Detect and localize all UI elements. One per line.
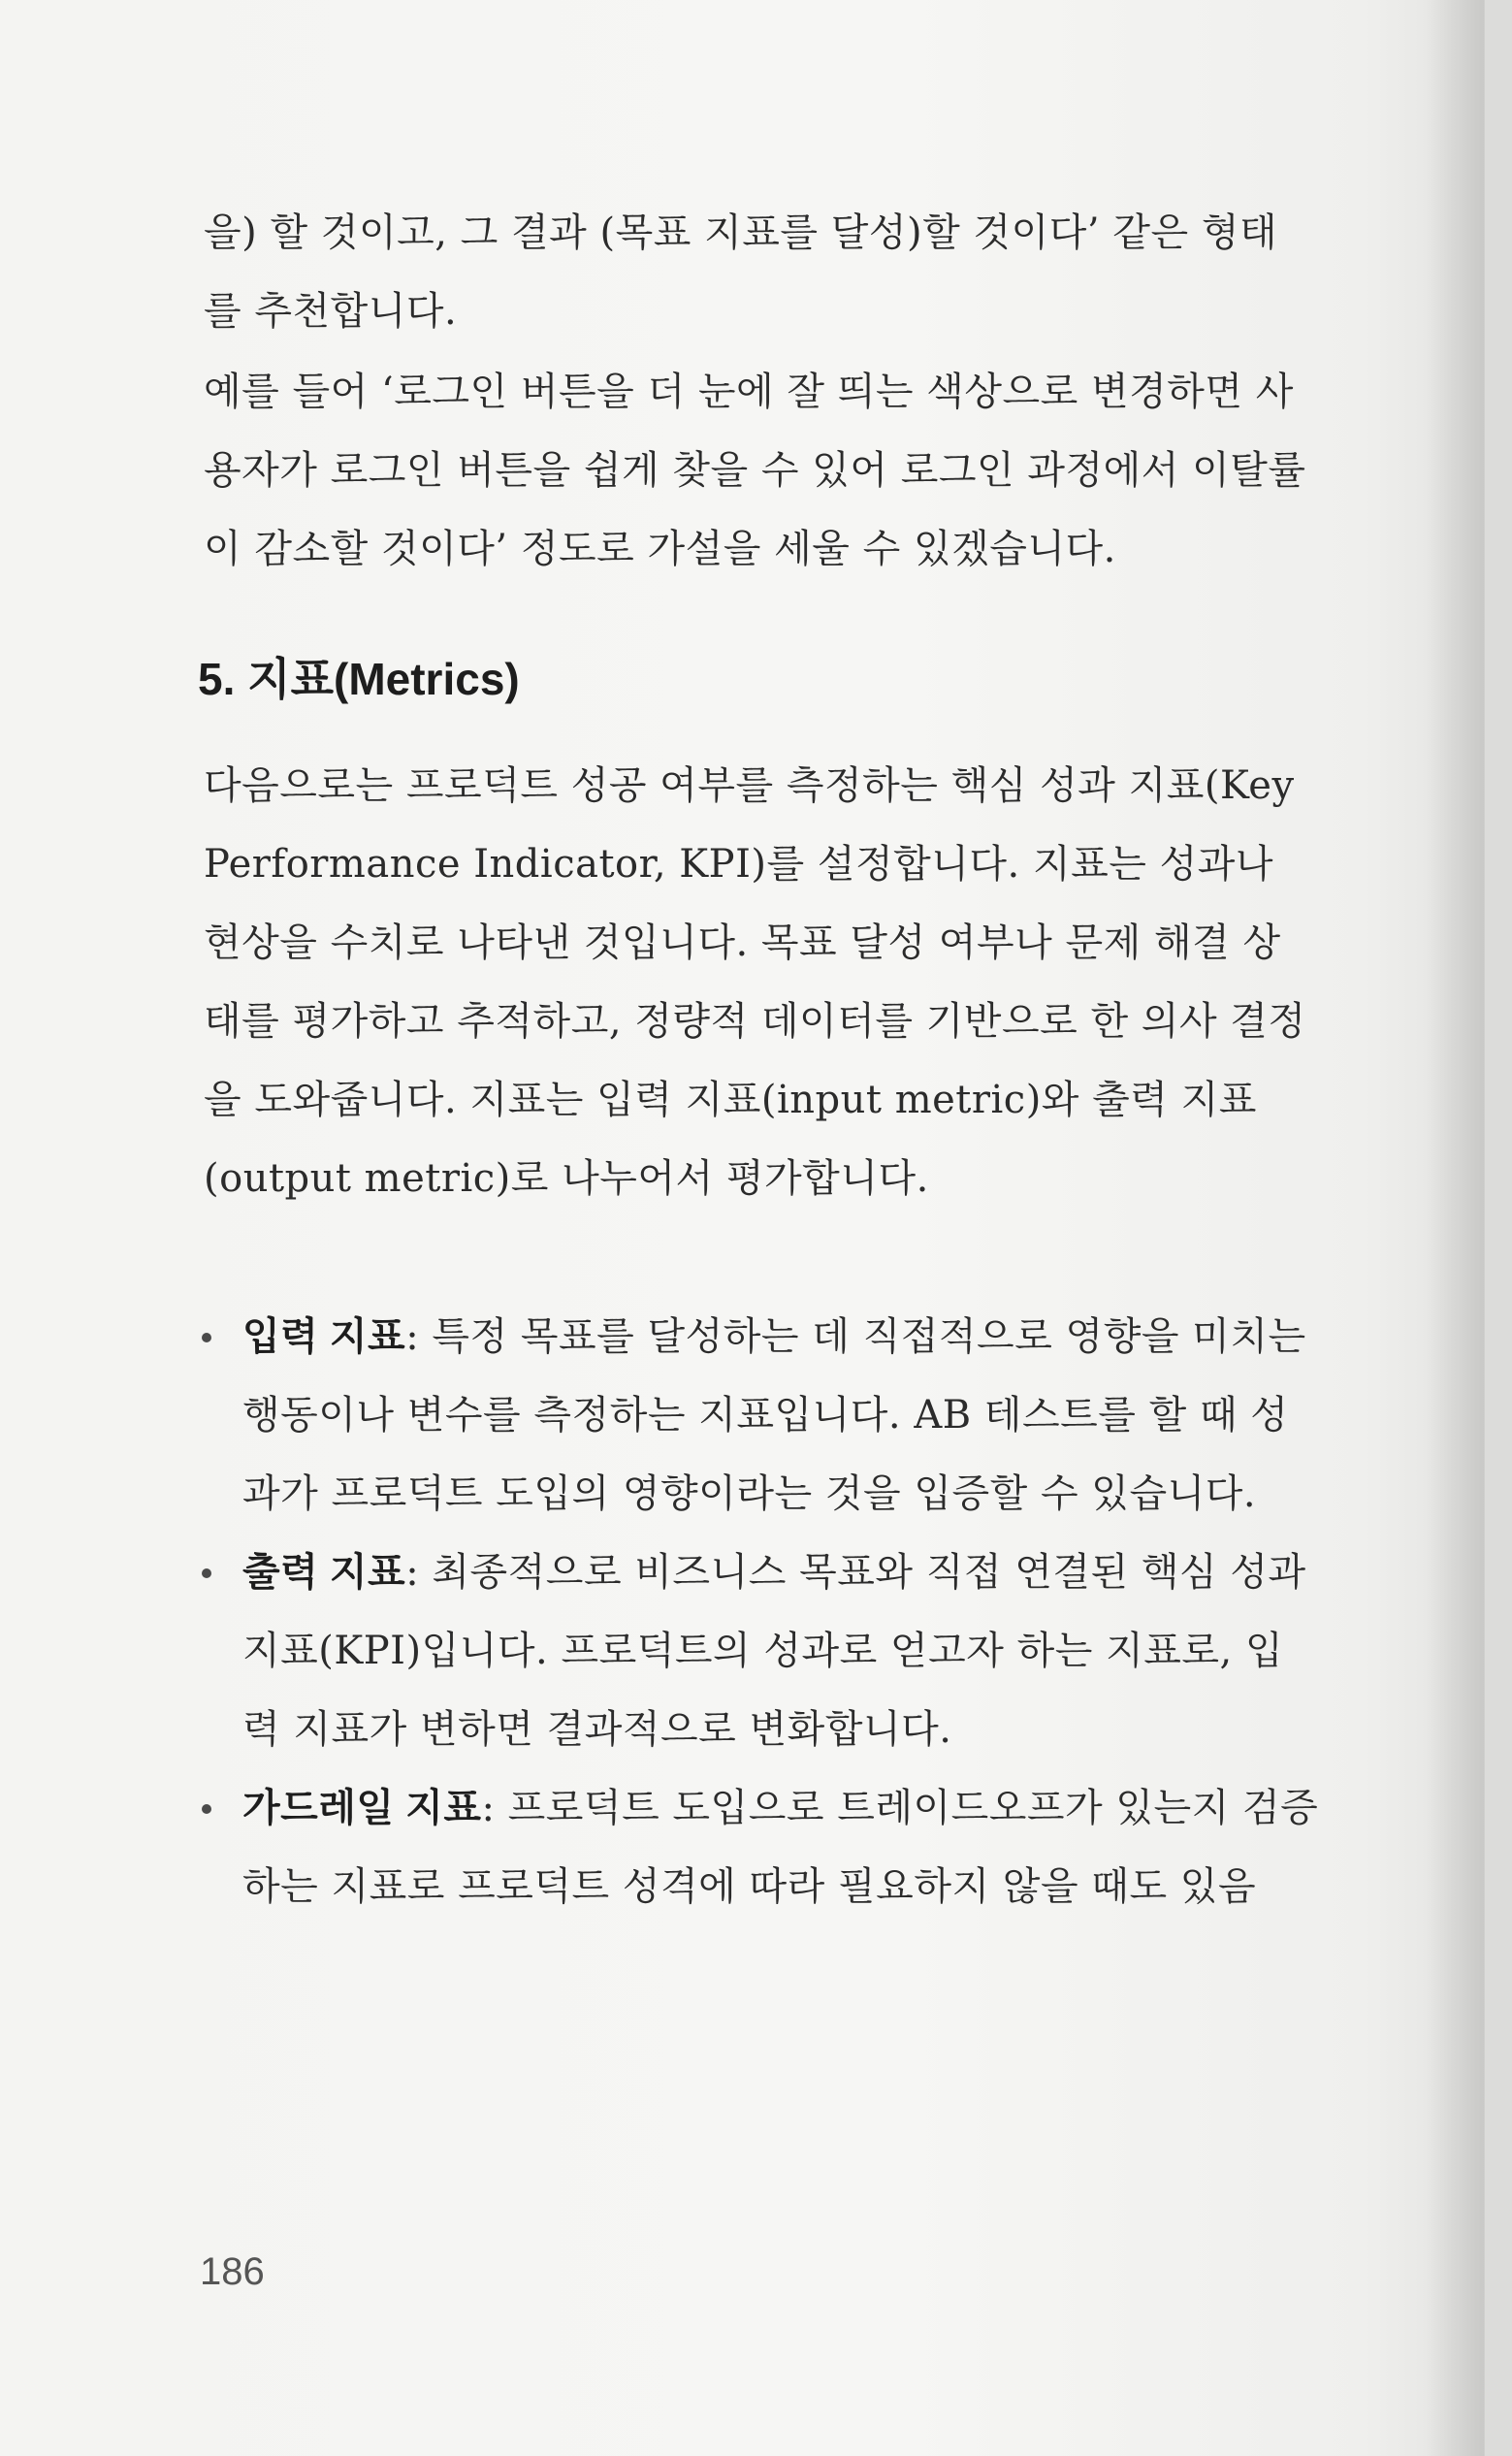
- list-item-output-metric: [194, 1534, 1319, 1769]
- paragraph-hypothesis-example: 예를 들어 ‘로그인 버튼을 더 눈에 잘 띄는 색상으로 변경하면 사용자가 로그인 버튼을 쉽게 찾을 수 있어 로그인 과정에서 이탈률이 감소할 것이다’ 정도로 가설을 세울 수 있겠습니다.: [204, 370, 1306, 571]
- paragraph-hypothesis-format: 을) 할 것이고, 그 결과 (목표 지표를 달성)할 것이다’ 같은 형태를 추천합니다.: [204, 210, 1278, 334]
- section-heading: 5. 지표(Metrics): [198, 654, 520, 704]
- paragraph-metrics-intro: 다음으로는 프로덕트 성공 여부를 측정하는 핵심 성과 지표(Key Performance Indicator, KPI)를 설정합니다. 지표는 성과나 현상을 수치로 나타낸 것입니다. 목표 달성 여부나 문제 해결 상태를 평가하고 추적하고, 정량적 데이터를 기반으로 한 의사 결정을 도와줍니다. 지표는 입력 지표(input metric)와 출력 지표(output metric)로 나누어서 평가합니다.: [204, 763, 1306, 1201]
- term-description: : 최종적으로 비즈니스 목표와 직접 연결된 핵심 성과 지표(KPI)입니다. 프로덕트의 성과로 얻고자 하는 지표로, 입력 지표가 변하면 결과적으로 변화합니다.: [242, 1550, 1306, 1752]
- list-item-input-metric: [194, 1298, 1319, 1534]
- bullet-icon: [202, 1804, 211, 1814]
- term-description: : 프로덕트 도입으로 트레이드오프가 있는지 검증하는 지표로 프로덕트 성격에 따라 필요하지 않을 때도 있음: [242, 1786, 1319, 1909]
- term-label: 입력 지표: [242, 1315, 406, 1358]
- bullet-icon: [202, 1333, 211, 1342]
- list-item-guardrail-metric: [194, 1769, 1319, 1926]
- term-label: 출력 지표: [242, 1551, 406, 1594]
- term-label: 가드레일 지표: [242, 1787, 482, 1829]
- page-edge-shadow: [1426, 0, 1484, 2456]
- page-number: 186: [200, 2250, 265, 2293]
- term-description: : 특정 목표를 달성하는 데 직접적으로 영향을 미치는 행동이나 변수를 측정하는 지표입니다. AB 테스트를 할 때 성과가 프로덕트 도입의 영향이라는 것을 입증할 수 있습니다.: [242, 1314, 1306, 1516]
- bullet-icon: [202, 1568, 211, 1578]
- metrics-bullet-list: [194, 1298, 1319, 1926]
